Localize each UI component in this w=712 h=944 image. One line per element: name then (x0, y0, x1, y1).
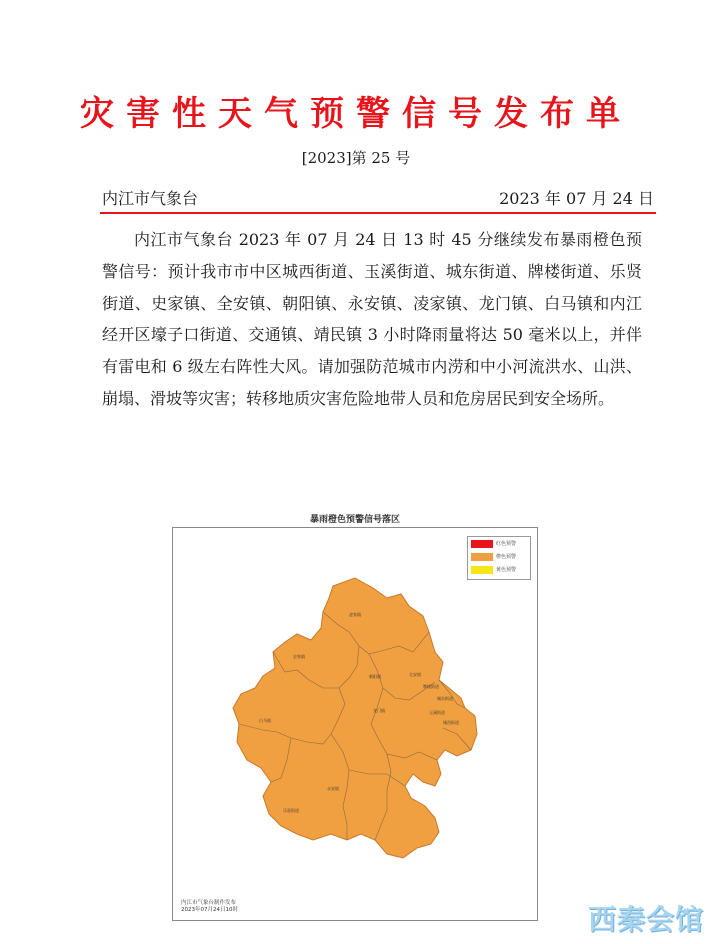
map-footnote (181, 900, 238, 914)
issue-date: 2023 年 07 月 24 日 (499, 189, 654, 208)
legend-item-orange (468, 550, 530, 563)
district-label: 龙门镇 (373, 708, 385, 713)
district-label: 凌家镇 (349, 612, 361, 617)
footnote-issuer: 内江市气象台制作发布 (181, 900, 237, 906)
map-caption: 暴雨橙色预警信号落区 (309, 515, 400, 525)
district-label: 朝阳镇 (369, 674, 381, 679)
district-label: 玉溪街道 (429, 710, 445, 715)
map-legend (467, 536, 531, 580)
district-label: 永安镇 (327, 786, 339, 791)
page-title: 灾害性天气预警信号发布单 (80, 94, 632, 134)
legend-label: 橙色预警 (496, 554, 517, 560)
district-label: 乐贤街道 (283, 808, 299, 813)
issuer-name: 内江市气象台 (102, 189, 199, 208)
legend-swatch-red (471, 540, 493, 548)
region-map-graphic (173, 528, 537, 920)
warning-map (172, 527, 538, 921)
legend-item-yellow (468, 563, 530, 576)
district-label: 全安镇 (409, 672, 421, 677)
document-number: [2023]第 25 号 (301, 149, 411, 167)
district-label: 白马镇 (259, 718, 271, 723)
district-label: 城西街道 (443, 720, 459, 725)
legend-swatch-orange (471, 553, 493, 561)
watermark-logo: 西秦会馆 (587, 903, 704, 936)
warning-body-text: 内江市气象台 2023 年 07 月 24 日 13 时 45 分继续发布暴雨橙色预警信号：预计我市市中区城西街道、玉溪街道、城东街道、牌楼街道、乐贤街道、史家镇、全安镇、朝阳镇、永安镇、凌家镇、龙门镇、白马镇和内江经开区壕子口街道、交通镇、靖民镇 3 小时降雨量将达 50 毫米以上，并伴有雷电和 6 级左右阵性大风。请加强防范城市内涝和中小河流洪水、山洪、崩塌、滑坡等灾害；转移地质灾害危险地带人员和危房居民到安全场所。 (102, 230, 642, 408)
legend-label: 黄色预警 (496, 567, 517, 573)
header-divider (100, 212, 656, 214)
district-label: 史家镇 (293, 654, 305, 659)
legend-swatch-yellow (471, 566, 493, 574)
footnote-time: 2023年07月24日10时 (181, 907, 238, 913)
district-label: 城东街道 (437, 696, 453, 701)
district-label: 牌楼街道 (423, 684, 439, 689)
legend-item-red (468, 537, 530, 550)
legend-label: 红色预警 (496, 541, 517, 547)
